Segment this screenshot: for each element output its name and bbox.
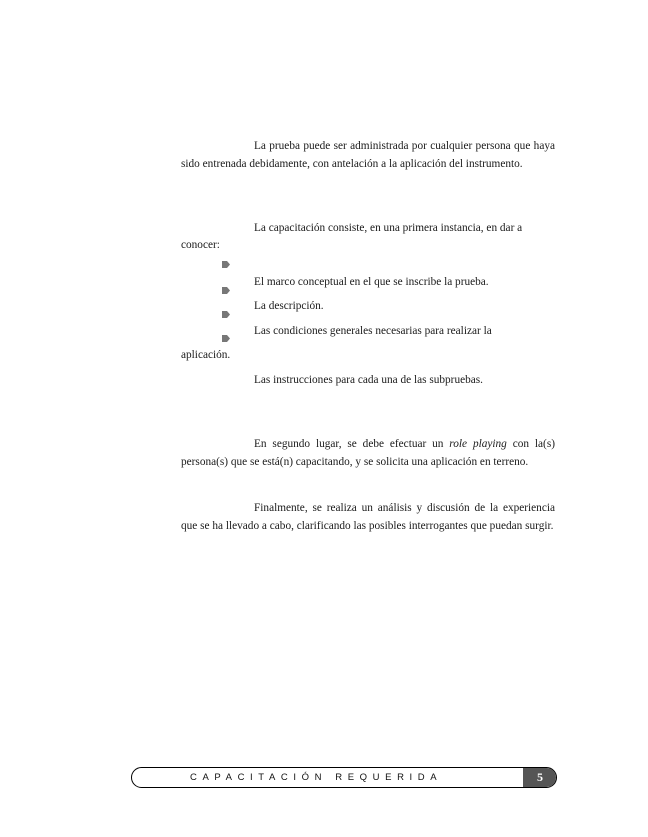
footer-bar [131,767,557,788]
paragraph-4 [181,499,555,535]
role-playing-term: role playing [449,438,507,450]
paragraph-3: En segundo lugar, se debe efectuar un role playing con la(s) persona(s) que se está(n) capacitando, y se solicita una aplicación en terreno. [181,438,555,468]
section-title: CAPACITACIÓN REQUERIDA [190,772,443,783]
list-item-1: El marco conceptual en el que se inscribe la prueba. [254,276,489,288]
paragraph-2-line-2: conocer: [181,239,220,251]
list-item-3-line-1: Las condiciones generales necesarias para realizar la [254,325,492,337]
paragraph-4-text: Finalmente, se realiza un análisis y discusión de la experiencia que se ha llevado a cabo, clarificando las posibles interrogantes que puedan surgir. [181,502,555,532]
list-item-4: Las instrucciones para cada una de las subpruebas. [254,374,483,386]
arrow-bullet-icon [222,287,230,294]
arrow-bullet-icon [222,311,230,318]
arrow-bullet-icon [222,261,230,268]
arrow-bullet-icon [222,335,230,342]
paragraph-1 [181,137,555,173]
list-item-3-line-2: aplicación. [181,349,231,361]
paragraph-1-text: La prueba puede ser administrada por cualquier persona que haya sido entrenada debidamente, con antelación a la aplicación del instrumento. [181,140,555,170]
page-number: 5 [523,767,557,788]
paragraph-2-line-1: La capacitación consiste, en una primera instancia, en dar a [254,222,523,234]
list-item-2: La descripción. [254,300,324,312]
